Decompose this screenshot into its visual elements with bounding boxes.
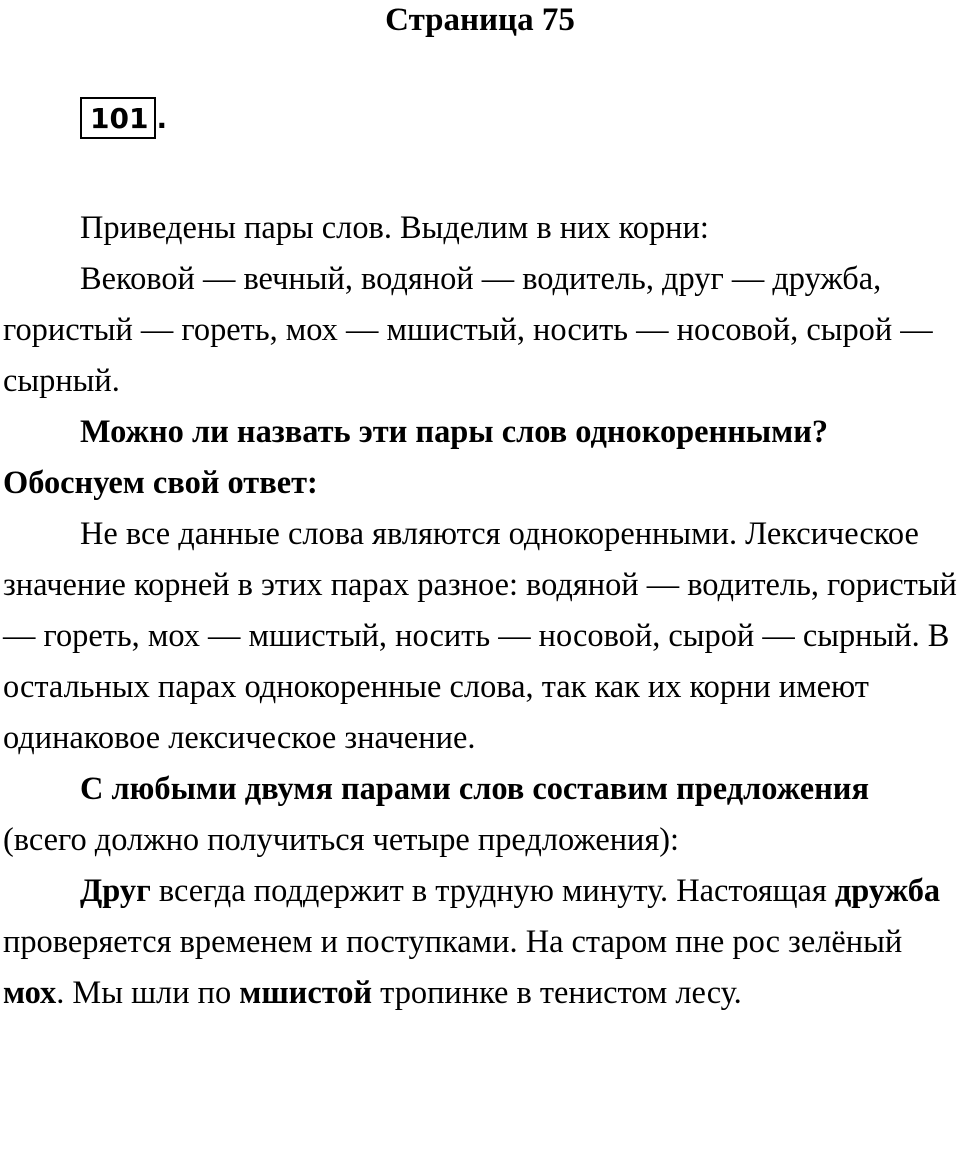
bold-word: мох (3, 975, 57, 1011)
sentence-text: всегда поддержит в трудную минуту. Настоящая (150, 873, 835, 909)
bold-word: Друг (80, 873, 151, 909)
page-title: Страница 75 (385, 2, 575, 38)
sentence-text: тропинке в тенистом лесу. (372, 975, 742, 1011)
bold-word: мшистой (239, 975, 373, 1011)
paragraph-intro: Приведены пары слов. Выделим в них корни: (80, 210, 709, 246)
answer-text (3, 203, 958, 1019)
task-bold-text: С любыми двумя парами слов составим предложения (80, 771, 869, 807)
bold-word: дружба (834, 873, 941, 909)
paragraph-word-pairs: Вековой — вечный, водяной — водитель, друг — дружба, гористый — гореть, мох — мшистый, носить — носовой, сырой — сырный. (3, 261, 933, 399)
task-rest-text: (всего должно получиться четыре предложения): (3, 822, 680, 858)
task-number (80, 97, 167, 141)
paragraph-question (3, 407, 958, 509)
paragraph-sentences (3, 866, 958, 1019)
sentence-text: . Мы шли по (56, 975, 240, 1011)
sentence-text: проверяется временем и поступками. На старом пне рос зелёный (3, 924, 903, 960)
paragraph-task-sentences (3, 764, 958, 866)
task-number-box: 101 (80, 97, 156, 139)
question-bold-text: Можно ли назвать эти пары слов однокоренными? Обоснуем свой ответ: (3, 414, 829, 501)
paragraph-explanation: Не все данные слова являются однокоренными. Лексическое значение корней в этих парах разное: водяной — водитель, гористый — гореть, мох — мшистый, носить — носовой, сырой — сырный. В остальных парах однокоренные слова, так как их корни имеют одинаковое лексическое значение. (3, 516, 957, 756)
task-number-dot: . (156, 102, 168, 135)
